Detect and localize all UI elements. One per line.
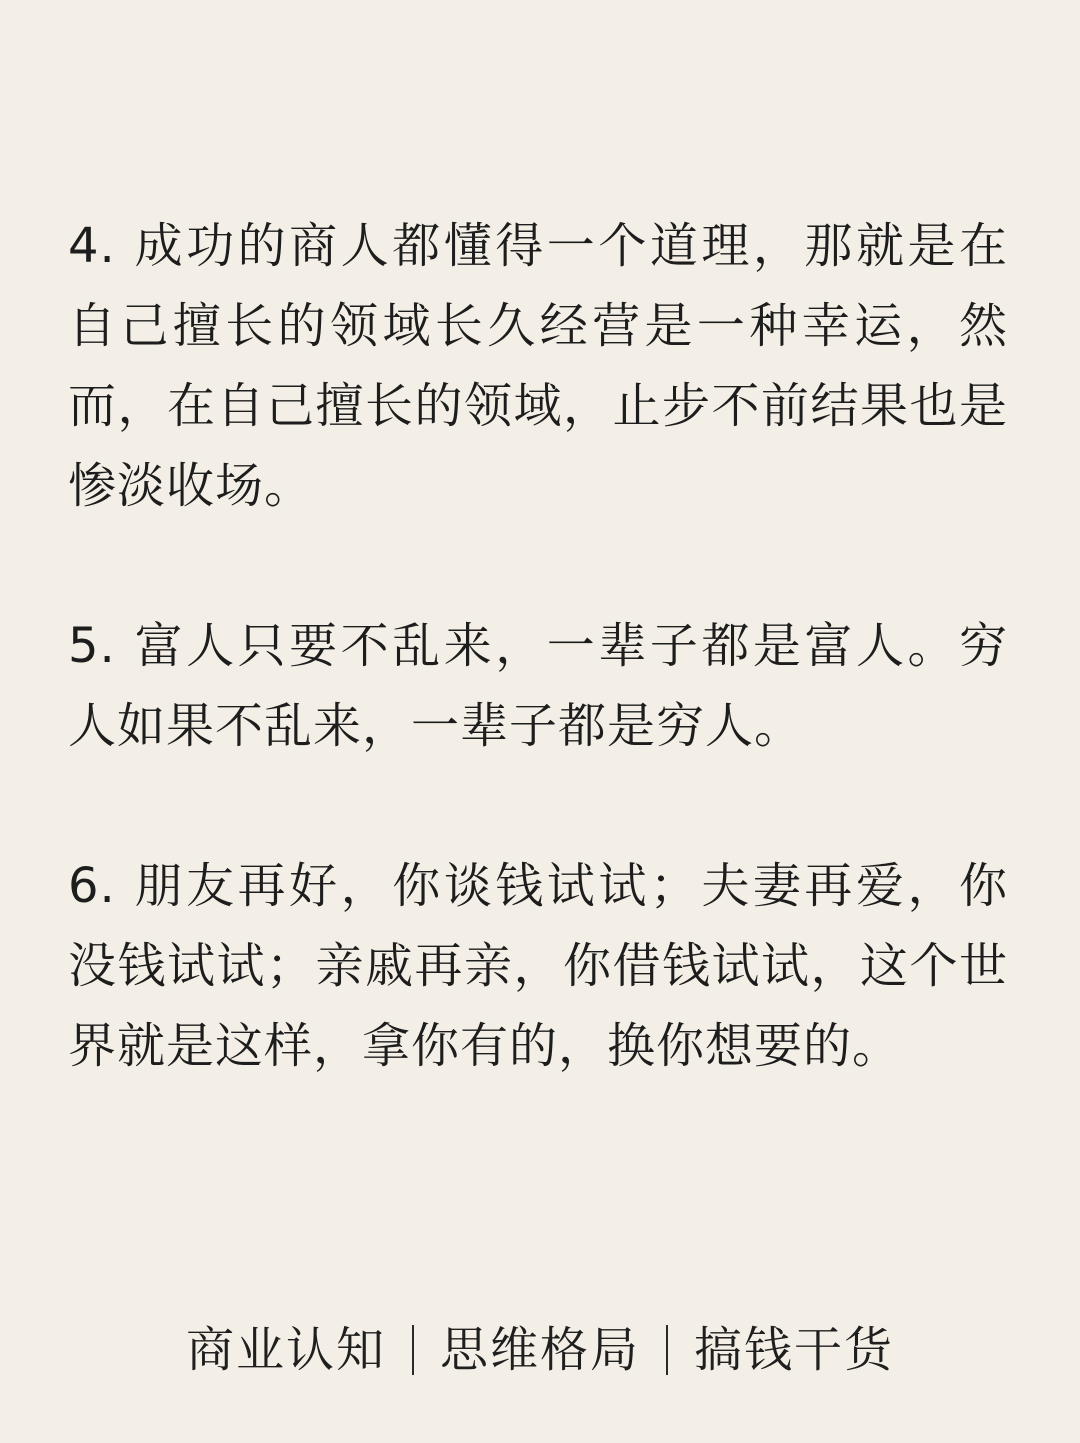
paragraph-6: 6. 朋友再好，你谈钱试试；夫妻再爱，你没钱试试；亲戚再亲，你借钱试试，这个世界就是这样，拿你有的，换你想要的。 bbox=[68, 858, 1008, 1074]
paragraph-5: 5. 富人只要不乱来，一辈子都是富人。穷人如果不乱来，一辈子都是穷人。 bbox=[68, 618, 1008, 754]
tag-business-cognition: 商业认知 bbox=[185, 1322, 386, 1378]
tag-separator bbox=[666, 1325, 668, 1375]
tag-money-tips: 搞钱干货 bbox=[694, 1322, 895, 1378]
article-body bbox=[68, 206, 1008, 1086]
tag-thinking-pattern: 思维格局 bbox=[439, 1322, 640, 1378]
tag-separator bbox=[412, 1325, 414, 1375]
footer-tags bbox=[0, 1318, 1080, 1382]
paragraph-4: 4. 成功的商人都懂得一个道理，那就是在自己擅长的领域长久经营是一种幸运，然而，在自己擅长的领域，止步不前结果也是惨淡收场。 bbox=[68, 218, 1008, 514]
